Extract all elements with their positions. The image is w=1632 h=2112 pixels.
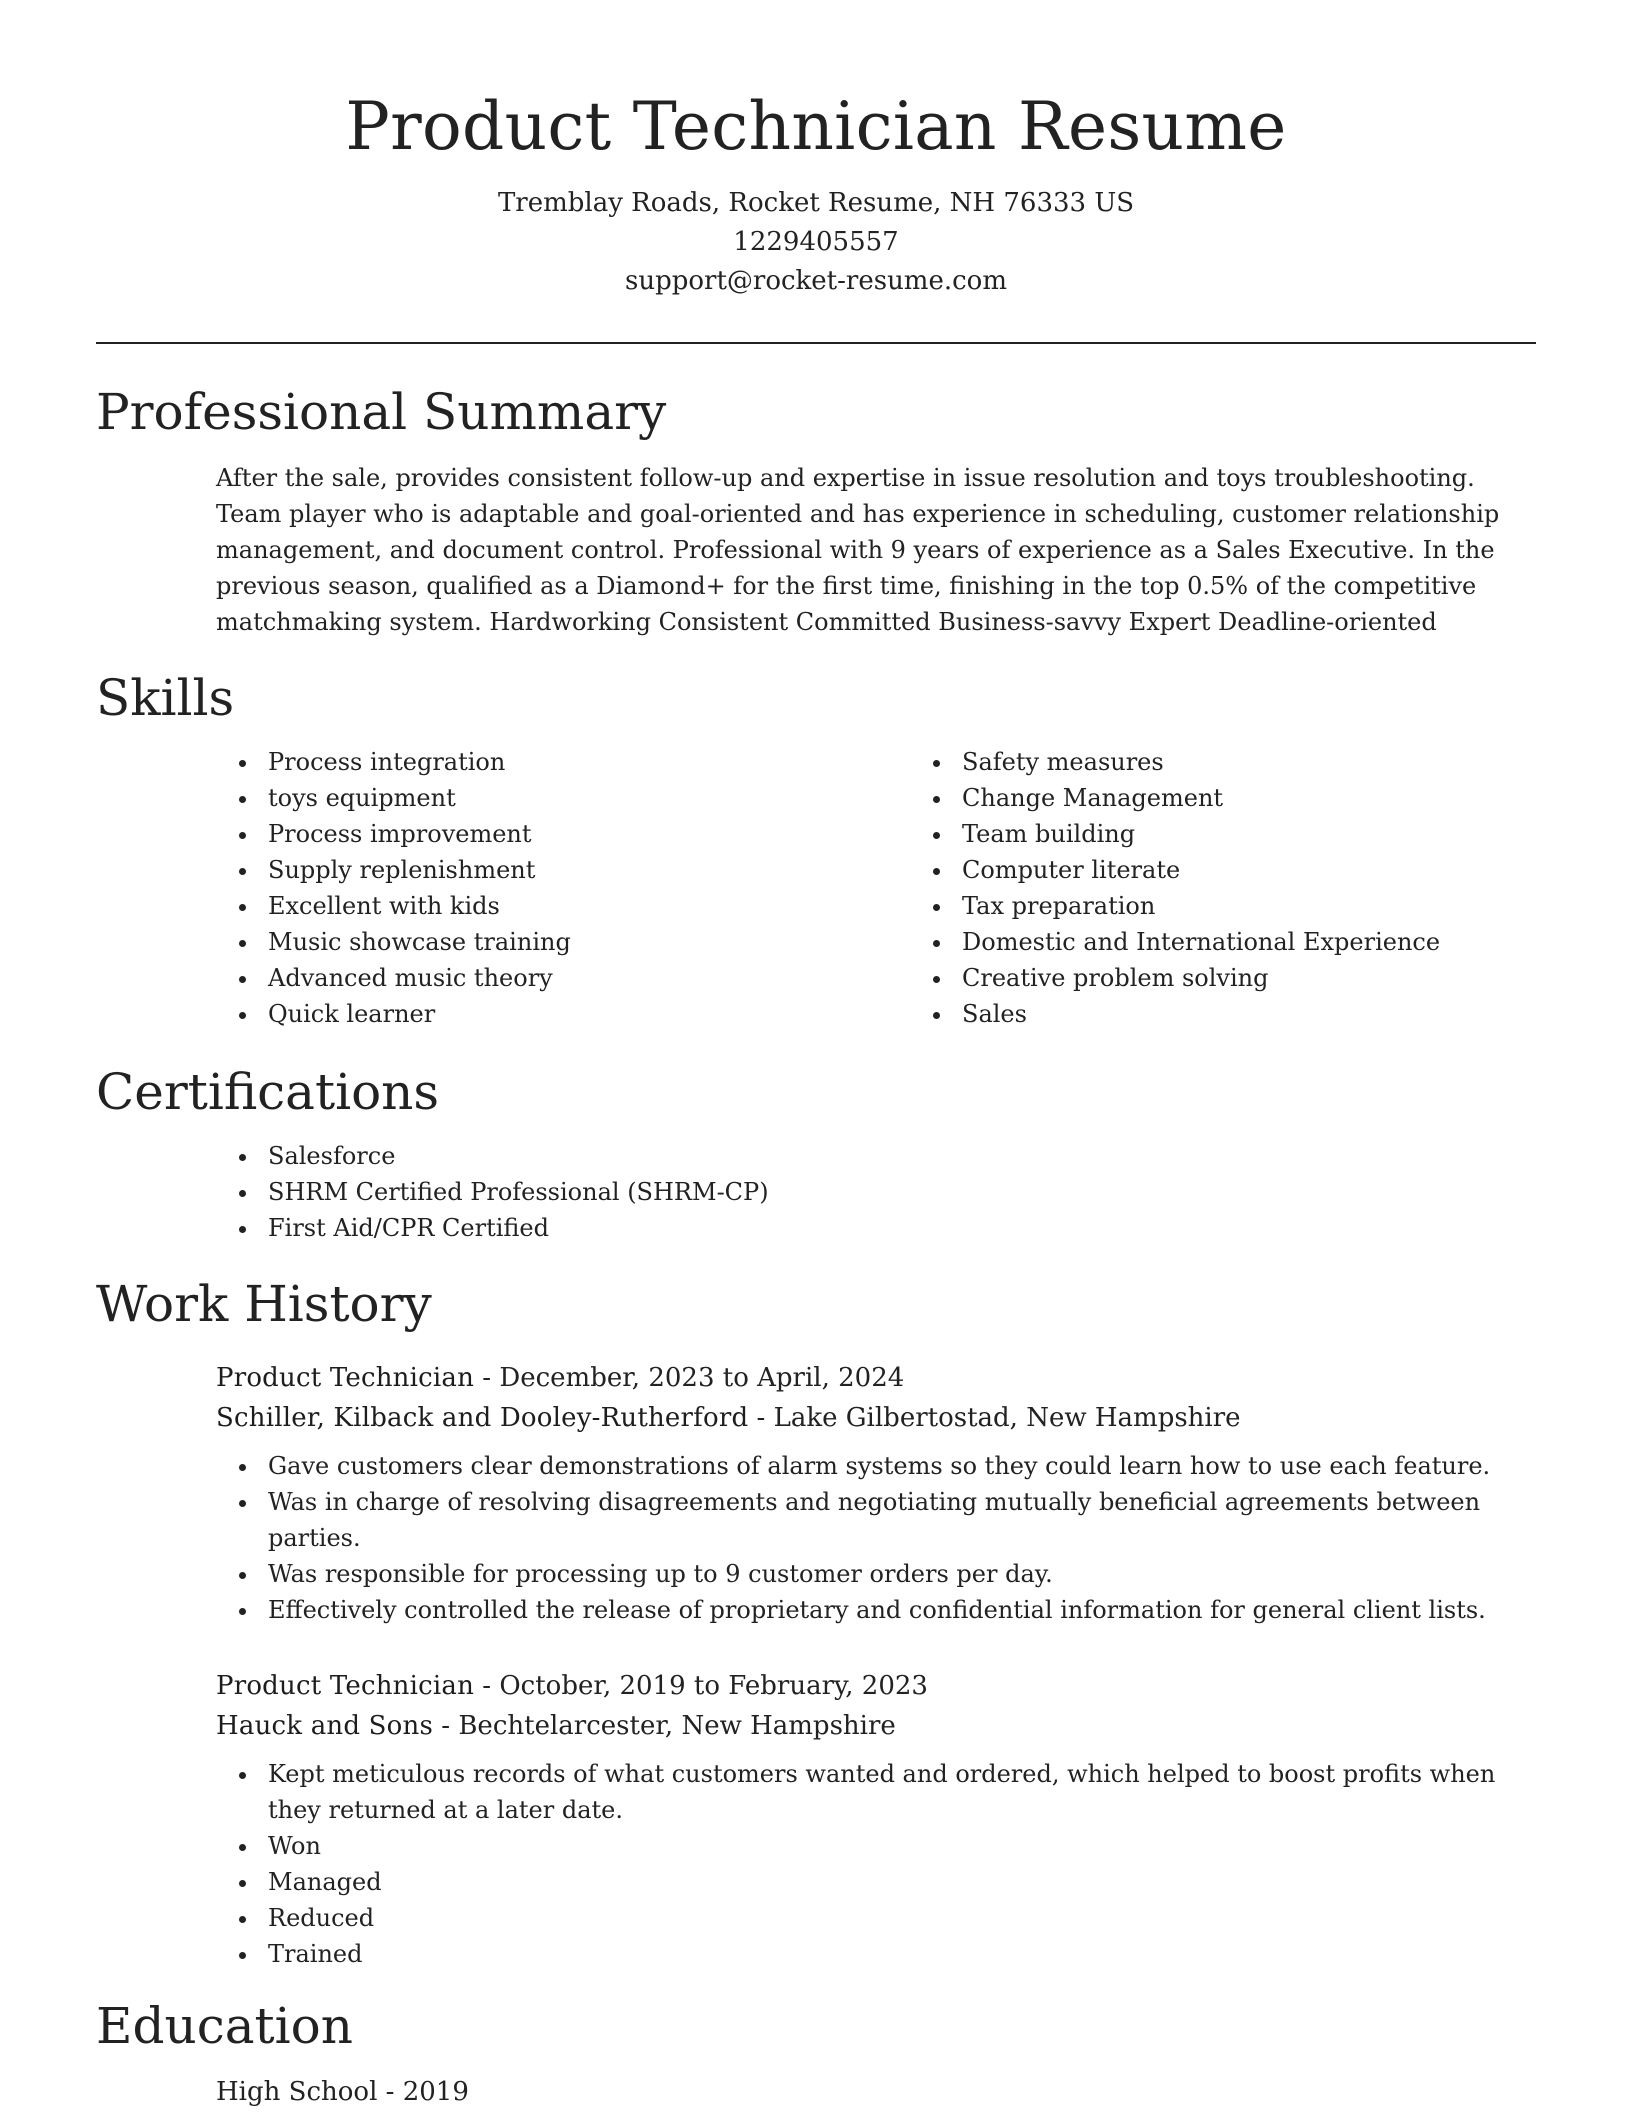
summary-heading: Professional Summary <box>96 383 667 441</box>
certifications-list <box>96 1138 1536 1246</box>
page-title: Product Technician Resume <box>345 88 1287 165</box>
list-item: • Effectively controlled the release of proprietary and confidential information for general client lists. <box>260 1592 1528 1628</box>
list-item: • Safety measures <box>954 744 1604 780</box>
job-title-line <box>216 1358 1536 1398</box>
list-item: • Excellent with kids <box>260 888 910 924</box>
summary-section <box>96 380 1536 640</box>
summary-text: After the sale, provides consistent follow-up and expertise in issue resolution and toys troubleshooting. Team player who is adaptable and goal-oriented and has experience in scheduling, customer relationship management, and document control. Professional with 9 years of experience as a Sales Executive. In the previous season, qualified as a Diamond+ for the first time, finishing in the top 0.5% of the competitive matchmaking system. Hardworking Consistent Committed Business-savvy Expert Deadline-oriented <box>216 464 1500 636</box>
work-history-section <box>96 1272 1536 1972</box>
job-dates: - October, 2019 to February, 2023 <box>474 1671 928 1701</box>
list-item: • Creative problem solving <box>954 960 1604 996</box>
list-item: • Reduced <box>260 1900 1528 1936</box>
skills-list-left <box>96 744 910 1032</box>
list-item: • Computer literate <box>954 852 1604 888</box>
certifications-heading: Certifications <box>96 1063 440 1121</box>
list-item: • Was in charge of resolving disagreements and negotiating mutually beneficial agreements between parties. <box>260 1484 1528 1556</box>
list-item: • Supply replenishment <box>260 852 910 888</box>
job-company: Schiller, Kilback and Dooley-Rutherford <box>216 1403 749 1433</box>
skills-heading: Skills <box>96 669 235 727</box>
education-entry: High School - 2019 <box>216 2077 469 2107</box>
job-location: - Bechtelarcester, New Hampshire <box>433 1711 896 1741</box>
contact-block <box>0 184 1632 301</box>
job-title: Product Technician <box>216 1363 475 1393</box>
resume-header <box>0 0 1632 301</box>
skills-list-right <box>910 744 1604 1032</box>
list-item: • Process improvement <box>260 816 910 852</box>
list-item: • Change Management <box>954 780 1604 816</box>
skills-columns <box>96 744 1536 1032</box>
list-item: • Team building <box>954 816 1604 852</box>
list-item: • Tax preparation <box>954 888 1604 924</box>
list-item: • SHRM Certified Professional (SHRM-CP) <box>260 1174 1536 1210</box>
job-company-line <box>216 1706 1536 1746</box>
job-company-line <box>216 1398 1536 1438</box>
list-item: • Managed <box>260 1864 1528 1900</box>
job-dates: - December, 2023 to April, 2024 <box>474 1363 905 1393</box>
header-divider <box>96 342 1536 344</box>
list-item: • Salesforce <box>260 1138 1536 1174</box>
contact-email: support@rocket-resume.com <box>624 266 1007 296</box>
certifications-section <box>96 1060 1536 1246</box>
list-item: • Advanced music theory <box>260 960 910 996</box>
job-company: Hauck and Sons <box>216 1711 434 1741</box>
work-history-heading: Work History <box>96 1275 432 1333</box>
job-bullets <box>96 1756 1536 1972</box>
list-item: • Gave customers clear demonstrations of alarm systems so they could learn how to use each feature. <box>260 1448 1528 1484</box>
education-heading: Education <box>96 1997 353 2055</box>
contact-address: Tremblay Roads, Rocket Resume, NH 76333 US <box>497 188 1135 218</box>
list-item: • Kept meticulous records of what customers wanted and ordered, which helped to boost profits when they returned at a later date. <box>260 1756 1528 1828</box>
list-item: • Won <box>260 1828 1528 1864</box>
job-entry <box>96 1666 1536 1972</box>
job-title: Product Technician <box>216 1671 475 1701</box>
list-item: • Process integration <box>260 744 910 780</box>
list-item: • Quick learner <box>260 996 910 1032</box>
list-item: • Music showcase training <box>260 924 910 960</box>
list-item: • Was responsible for processing up to 9 customer orders per day. <box>260 1556 1528 1592</box>
job-entry <box>96 1358 1536 1628</box>
job-title-line <box>216 1666 1536 1706</box>
job-location: - Lake Gilbertostad, New Hampshire <box>748 1403 1241 1433</box>
list-item: • Trained <box>260 1936 1528 1972</box>
job-bullets <box>96 1448 1536 1628</box>
skills-section <box>96 666 1536 1032</box>
list-item: • Sales <box>954 996 1604 1032</box>
contact-phone: 1229405557 <box>733 227 899 257</box>
list-item: • First Aid/CPR Certified <box>260 1210 1536 1246</box>
list-item: • toys equipment <box>260 780 910 816</box>
education-section <box>96 1994 1536 2112</box>
list-item: • Domestic and International Experience <box>954 924 1604 960</box>
